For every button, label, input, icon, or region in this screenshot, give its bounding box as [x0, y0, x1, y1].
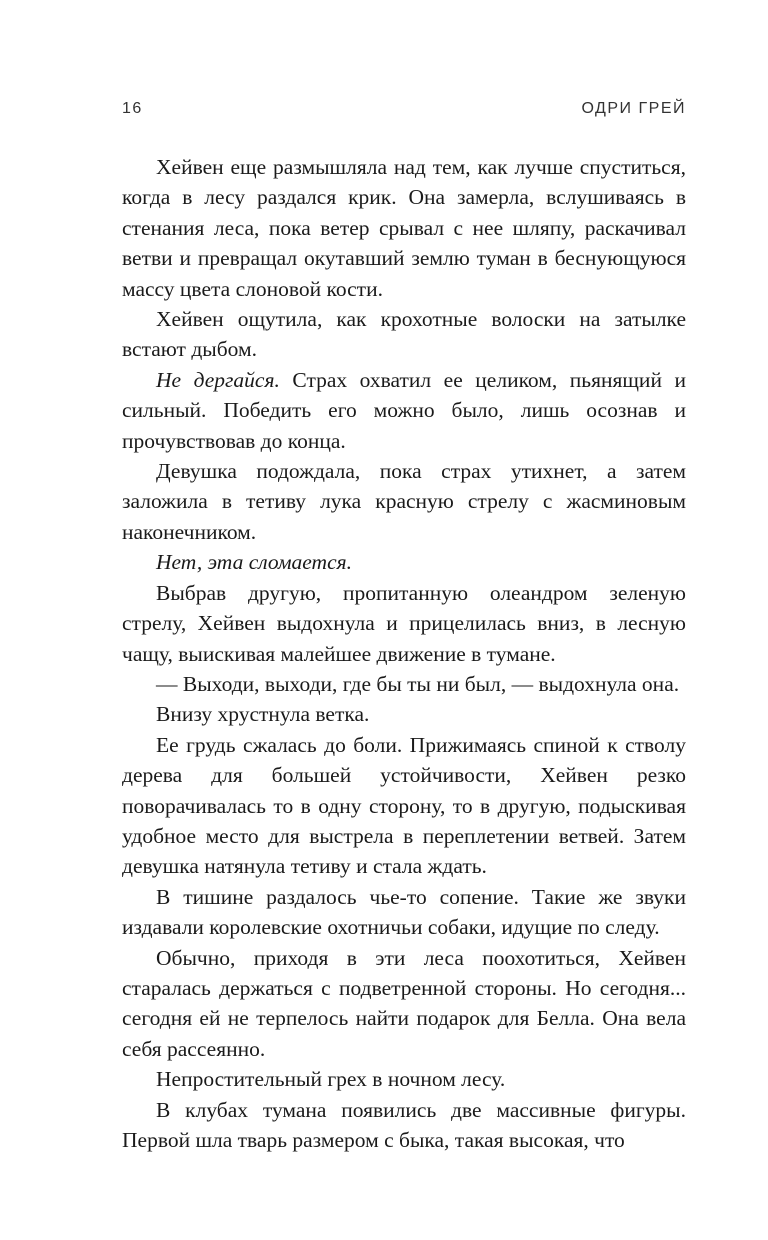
- paragraph-12: Непростительный грех в ночном лесу.: [156, 1067, 506, 1092]
- paragraph-6: Выбрав другую, пропитанную олеандром зеленую стрелу, Хейвен выдохнула и прицелилась вниз, в лесную чащу, выискивая малейшее движение в тумане.: [122, 580, 686, 666]
- paragraph-10: В тишине раздалось чье-то сопение. Такие же звуки издавали королевские охотничьи собаки, идущие по следу.: [122, 884, 686, 940]
- paragraph-5: [122, 547, 686, 577]
- italic-thought-2: Нет, эта сломается.: [156, 550, 352, 575]
- paragraph-1: Хейвен еще размышляла над тем, как лучше спуститься, когда в лесу раздался крик. Она замерла, вслушиваясь в стенания леса, пока ветер срывал с нее шляпу, раскачивал ветви и превращал окутавший землю туман в беснующуюся массу цвета слоновой кости.: [122, 155, 686, 301]
- paragraph-8: Внизу хрустнула ветка.: [156, 702, 370, 727]
- paragraph-3: [122, 365, 686, 456]
- author-name: ОДРИ ГРЕЙ: [581, 100, 686, 117]
- paragraph-7-dialogue: — Выходи, выходи, где бы ты ни был, — выдохнула она.: [156, 671, 680, 696]
- paragraph-4: Девушка подождала, пока страх утихнет, а затем заложила в тетиву лука красную стрелу с жасминовым наконечником.: [122, 459, 686, 544]
- paragraph-9: Ее грудь сжалась до боли. Прижимаясь спиной к стволу дерева для большей устойчивости, Хейвен резко поворачивалась то в одну сторону, то в другую, подыскивая удобное место для выстрела в переплетении ветвей. Затем девушка натянула тетиву и стала ждать.: [122, 732, 686, 879]
- body-text: [122, 152, 686, 1155]
- paragraph-3-rest: Страх охватил ее целиком, пьянящий и сильный. Победить его можно было, лишь осознав и прочувствовав до конца.: [122, 367, 686, 453]
- italic-thought: Не дергайся.: [156, 367, 280, 392]
- page-number: 16: [122, 100, 143, 117]
- paragraph-11: Обычно, приходя в эти леса поохотиться, Хейвен старалась держаться с подветренной стороны. Но сегодня... сегодня ей не терпелось найти подарок для Белла. Она вела себя рассеянно.: [122, 945, 686, 1061]
- paragraph-2: Хейвен ощутила, как крохотные волоски на затылке встают дыбом.: [122, 307, 686, 362]
- paragraph-13: В клубах тумана появились две массивные фигуры. Первой шла тварь размером с быка, такая высокая, что: [122, 1097, 686, 1152]
- running-header: [122, 100, 686, 124]
